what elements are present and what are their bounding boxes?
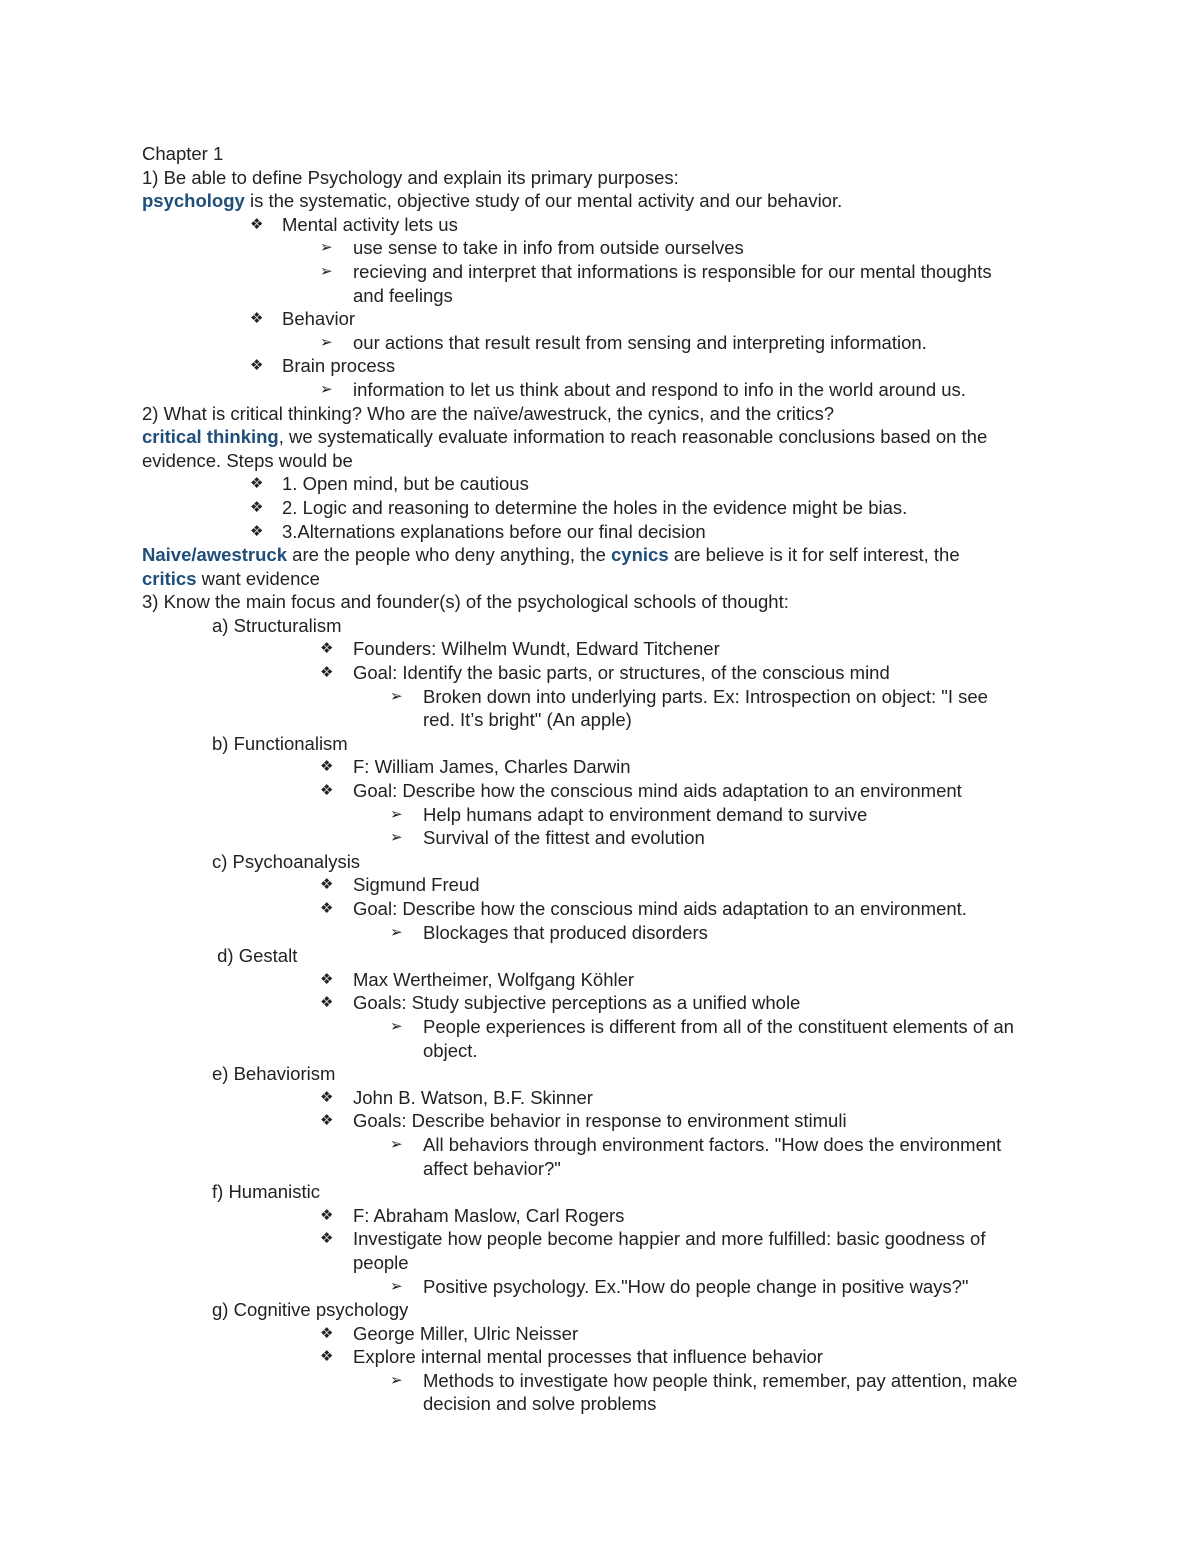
diamond-bullet-icon: ❖ xyxy=(250,214,264,233)
paragraph-continuation: evidence. Steps would be xyxy=(142,449,353,471)
list-item: ➢ All behaviors through environment factors. "How does the environment xyxy=(390,1133,1002,1155)
arrow-bullet-icon: ➢ xyxy=(390,828,403,847)
list-item: ❖ Max Wertheimer, Wolfgang Köhler xyxy=(320,968,635,990)
diamond-bullet-icon: ❖ xyxy=(320,899,334,917)
diamond-bullet-icon: ❖ xyxy=(250,521,264,540)
list-item: ➢ our actions that result result from sensing and interpreting information. xyxy=(320,331,927,353)
notes-body xyxy=(142,142,1072,1416)
list-item-continuation: people xyxy=(353,1251,409,1273)
school-heading: b) Functionalism xyxy=(212,732,348,754)
diamond-bullet-icon: ❖ xyxy=(320,1111,334,1130)
arrow-bullet-icon: ➢ xyxy=(320,261,333,280)
keyword-naive: Naive/awestruck xyxy=(142,544,288,566)
list-item: ❖ 2. Logic and reasoning to determine the holes in the evidence might be bias. xyxy=(250,496,908,518)
list-item: ❖ Goal: Describe how the conscious mind aids adaptation to an environment. xyxy=(320,898,967,919)
list-item: ➢ Help humans adapt to environment demand to survive xyxy=(390,803,868,825)
list-item-continuation: decision and solve problems xyxy=(423,1393,657,1415)
list-item: ❖ Investigate how people become happier and more fulfilled: basic goodness of xyxy=(320,1228,986,1250)
arrow-bullet-icon: ➢ xyxy=(390,1276,403,1295)
diamond-bullet-icon: ❖ xyxy=(320,663,334,682)
diamond-bullet-icon: ❖ xyxy=(320,1087,334,1106)
school-heading: d) Gestalt xyxy=(212,945,298,967)
diamond-bullet-icon: ❖ xyxy=(320,639,334,658)
list-item: ❖ F: William James, Charles Darwin xyxy=(320,756,631,778)
school-heading: g) Cognitive psychology xyxy=(212,1299,409,1321)
list-item: ❖ Mental activity lets us xyxy=(250,213,458,235)
keyword-critics: critics xyxy=(142,567,197,589)
arrow-bullet-icon: ➢ xyxy=(390,804,403,823)
definition-line: critics want evidence xyxy=(142,567,320,589)
definition-line: critical thinking, we systematically evaluate information to reach reasonable conclusions based on the xyxy=(142,426,988,448)
list-item: ➢ Broken down into underlying parts. Ex: Introspection on object: "I see xyxy=(390,685,988,707)
list-item: ➢ recieving and interpret that informations is responsible for our mental thoughts xyxy=(320,260,992,282)
diamond-bullet-icon: ❖ xyxy=(320,781,334,800)
arrow-bullet-icon: ➢ xyxy=(390,1016,403,1035)
arrow-bullet-icon: ➢ xyxy=(390,686,403,705)
definition-line: Naive/awestruck are the people who deny anything, the cynics are believe is it for self interest, the xyxy=(142,544,960,566)
school-heading: c) Psychoanalysis xyxy=(212,850,361,872)
definition-line: psychology is the systematic, objective study of our mental activity and our behavior. xyxy=(142,190,843,212)
list-item-continuation: affect behavior?" xyxy=(423,1157,561,1179)
arrow-bullet-icon: ➢ xyxy=(390,1134,403,1153)
list-item: ❖ Explore internal mental processes that influence behavior xyxy=(320,1346,823,1368)
school-heading: a) Structuralism xyxy=(212,614,342,636)
arrow-bullet-icon: ➢ xyxy=(320,332,333,351)
diamond-bullet-icon: ❖ xyxy=(250,474,264,493)
diamond-bullet-icon: ❖ xyxy=(320,993,334,1012)
list-item: ❖ F: Abraham Maslow, Carl Rogers xyxy=(320,1204,625,1226)
chapter-title: Chapter 1 xyxy=(142,143,224,164)
list-item: ❖ Founders: Wilhelm Wundt, Edward Titchener xyxy=(320,638,720,660)
list-item: ❖ George Miller, Ulric Neisser xyxy=(320,1322,579,1344)
list-item: ❖ Sigmund Freud xyxy=(320,874,480,896)
diamond-bullet-icon: ❖ xyxy=(320,1229,334,1248)
question-1: 1) Be able to define Psychology and explain its primary purposes: xyxy=(142,166,679,188)
list-item: ➢ information to let us think about and respond to info in the world around us. xyxy=(320,378,966,400)
arrow-bullet-icon: ➢ xyxy=(390,922,403,941)
list-item-continuation: object. xyxy=(423,1039,478,1061)
list-item: ❖ Brain process xyxy=(250,355,396,377)
list-item: ➢ Blockages that produced disorders xyxy=(390,921,708,943)
list-item-continuation: red. It’s bright" (An apple) xyxy=(423,709,632,731)
keyword-critical-thinking: critical thinking xyxy=(142,426,279,448)
question-3: 3) Know the main focus and founder(s) of the psychological schools of thought: xyxy=(142,591,789,613)
list-item: ❖ Behavior xyxy=(250,308,356,330)
diamond-bullet-icon: ❖ xyxy=(320,757,334,776)
arrow-bullet-icon: ➢ xyxy=(390,1370,403,1389)
list-item: ❖ John B. Watson, B.F. Skinner xyxy=(320,1086,593,1108)
list-item: ❖ Goal: Identify the basic parts, or structures, of the conscious mind xyxy=(320,662,890,684)
diamond-bullet-icon: ❖ xyxy=(250,356,264,375)
diamond-bullet-icon: ❖ xyxy=(250,309,264,328)
diamond-bullet-icon: ❖ xyxy=(320,1323,334,1342)
keyword-psychology: psychology xyxy=(142,190,245,212)
list-item-continuation: and feelings xyxy=(353,284,453,306)
list-item: ❖ Goals: Describe behavior in response to environment stimuli xyxy=(320,1110,847,1132)
list-item: ➢ use sense to take in info from outside ourselves xyxy=(320,237,744,259)
school-heading: f) Humanistic xyxy=(212,1181,320,1203)
list-item: ➢ People experiences is different from all of the constituent elements of an xyxy=(390,1015,1014,1037)
diamond-bullet-icon: ❖ xyxy=(320,1347,334,1366)
list-item: ❖ Goal: Describe how the conscious mind aids adaptation to an environment xyxy=(320,780,962,802)
diamond-bullet-icon: ❖ xyxy=(250,497,264,516)
list-item: ➢ Positive psychology. Ex."How do people change in positive ways?" xyxy=(390,1275,969,1297)
arrow-bullet-icon: ➢ xyxy=(320,238,333,257)
list-item: ➢ Methods to investigate how people think, remember, pay attention, make xyxy=(390,1369,1018,1391)
list-item: ❖ 1. Open mind, but be cautious xyxy=(250,473,529,495)
list-item: ➢ Survival of the fittest and evolution xyxy=(390,827,705,849)
school-heading: e) Behaviorism xyxy=(212,1063,336,1085)
diamond-bullet-icon: ❖ xyxy=(320,1205,334,1224)
arrow-bullet-icon: ➢ xyxy=(320,379,333,398)
list-item: ❖ 3.Alternations explanations before our final decision xyxy=(250,520,706,542)
diamond-bullet-icon: ❖ xyxy=(320,969,334,988)
question-2: 2) What is critical thinking? Who are the naïve/awestruck, the cynics, and the critics? xyxy=(142,402,834,424)
keyword-cynics: cynics xyxy=(611,544,669,566)
diamond-bullet-icon: ❖ xyxy=(320,875,334,894)
list-item: ❖ Goals: Study subjective perceptions as a unified whole xyxy=(320,992,801,1014)
